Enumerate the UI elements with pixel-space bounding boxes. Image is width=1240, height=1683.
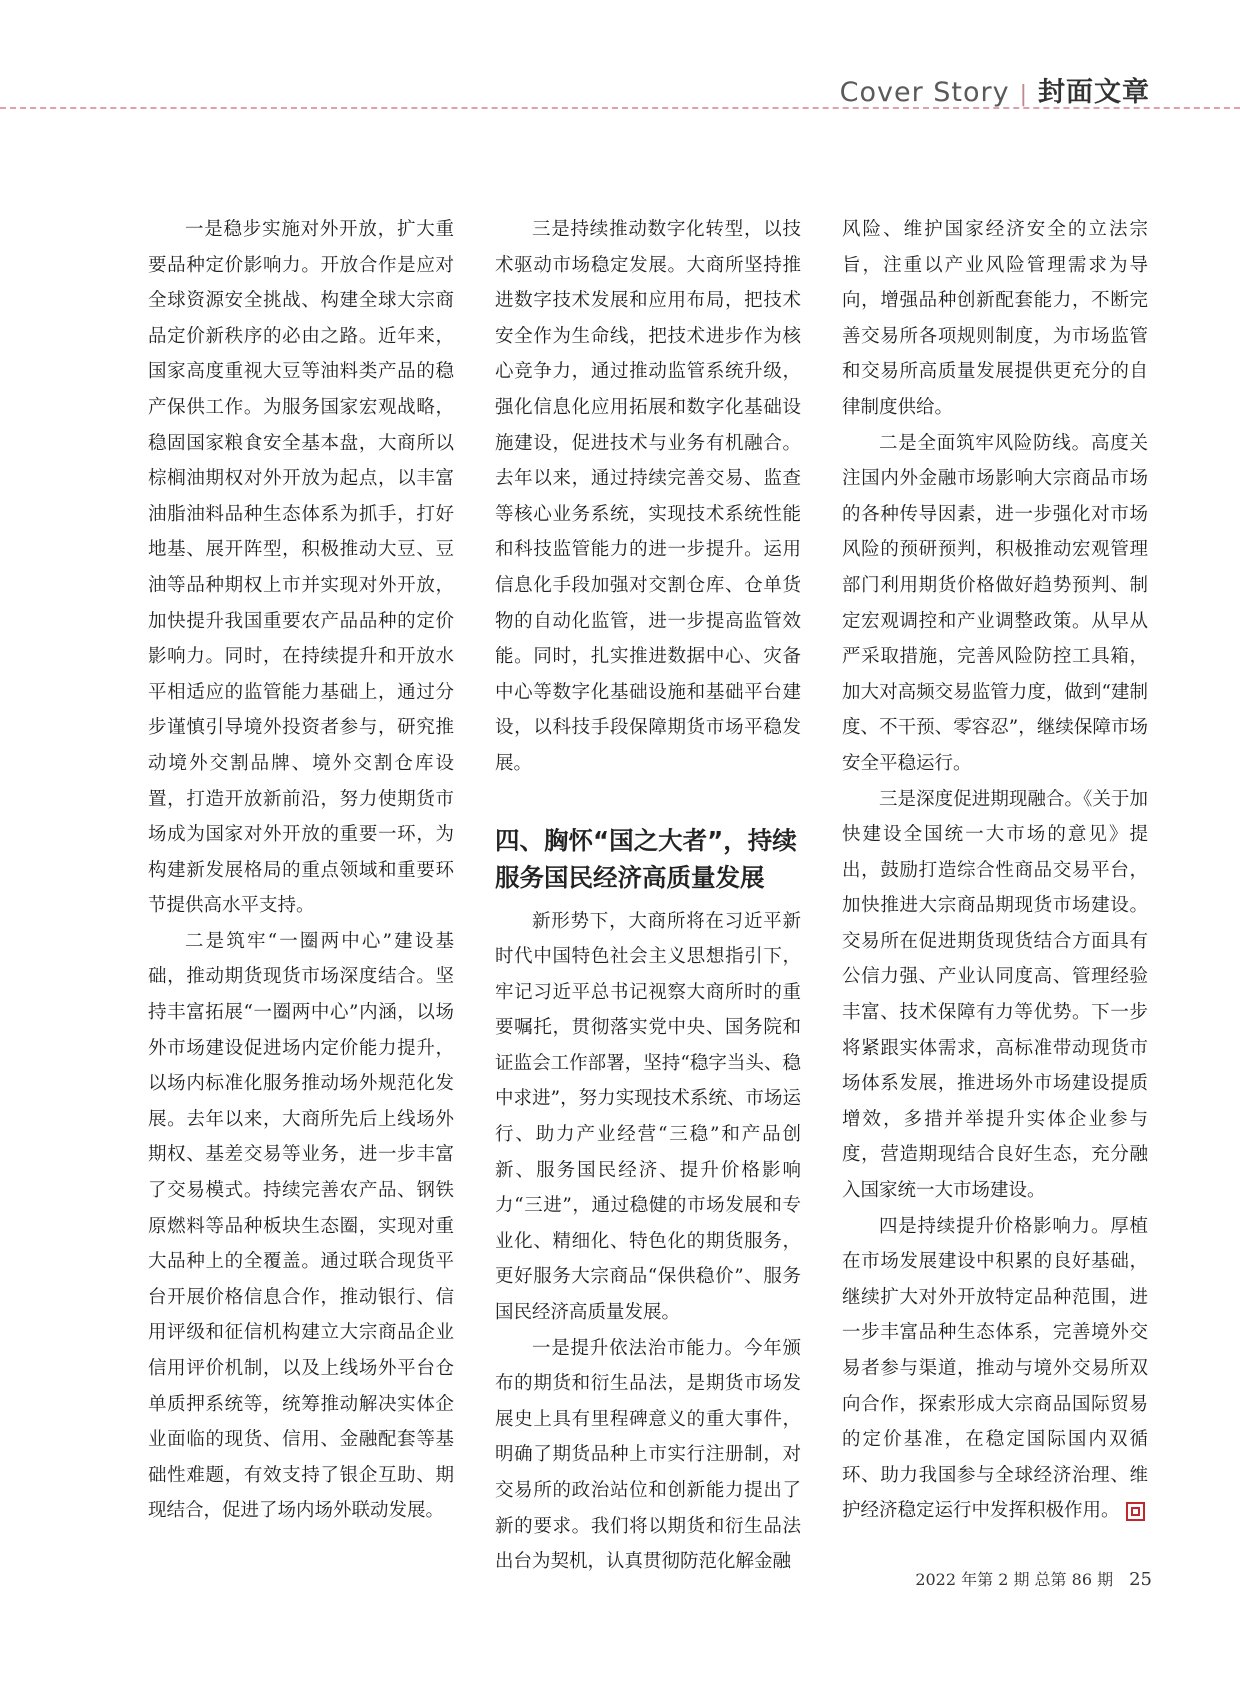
page-header	[0, 0, 1240, 108]
header-dashed-rule	[0, 107, 1240, 109]
section-heading: 四、胸怀“国之大者”，持续服务国民经济高质量发展	[495, 825, 797, 892]
paragraph: 二是全面筑牢风险防线。高度关注国内外金融市场影响大宗商品市场的各种传导因素，进一步强化对市场风险的预研预判，积极推动宏观管理部门利用期货价格做好趋势预判、制定宏观调控和产业调整政策。从早从严采取措施，完善风险防控工具箱，加大对高频交易监管力度，做到“建制度、不干预、零容忍”，继续保障市场安全平稳运行。	[842, 432, 1148, 774]
paragraph: 一是稳步实施对外开放，扩大重要品种定价影响力。开放合作是应对全球资源安全挑战、构建全球大宗商品定价新秩序的必由之路。近年来，国家高度重视大豆等油料类产品的稳产保供工作。为服务国家宏观战略，稳固国家粮食安全基本盘，大商所以棕榈油期权对外开放为起点，以丰富油脂油料品种生态体系为抓手，打好地基、展开阵型，积极推动大豆、豆油等品种期权上市并实现对外开放，加快提升我国重要农产品品种的定价影响力。同时，在持续提升和开放水平相适应的监管能力基础上，通过分步谨慎引导境外投资者参与，研究推动境外交割品牌、境外交割仓库设置，打造开放新前沿，努力使期货市场成为国家对外开放的重要一环，为构建新发展格局的重点领域和重要环节提供高水平支持。	[148, 219, 454, 917]
paragraph-text: 四是持续提升价格影响力。厚植在市场发展建设中积累的良好基础，继续扩大对外开放特定品种范围，进一步丰富品种生态体系，完善境外交易者参与渠道，推动与境外交易所双向合作，探索形成大宗商品国际贸易的定价基准，在稳定国际国内双循环、助力我国参与全球经济治理、维护经济稳定运行中发挥积极作用。	[842, 1215, 1148, 1522]
page-number: 25	[1129, 1569, 1152, 1590]
paragraph: 一是提升依法治市能力。今年颁布的期货和衍生品法，是期货市场发展史上具有里程碑意义的重大事件，明确了期货品种上市实行注册制，对交易所的政治站位和创新能力提出了新的要求。我们将以期货和衍生品法出台为契机，认真贯彻防范化解金融	[495, 1337, 801, 1573]
paragraph: 三是深度促进期现融合。《关于加快建设全国统一大市场的意见》提出，鼓励打造综合性商品交易平台，加快推进大宗商品期现货市场建设。交易所在促进期货现货结合方面具有公信力强、产业认同度高、管理经验丰富、技术保障有力等优势。下一步将紧跟实体需求，高标准带动现货市场体系发展，推进场外市场建设提质增效，多措并举提升实体企业参与度，营造期现结合良好生态，充分融入国家统一大市场建设。	[842, 788, 1148, 1202]
page-footer	[915, 1567, 1152, 1590]
paragraph-last	[842, 1209, 1148, 1529]
header-title-cn: 封面文章	[1038, 77, 1150, 108]
issue-info: 2022 年第 2 期 总第 86 期	[915, 1570, 1114, 1589]
text-column-3	[842, 212, 1148, 1529]
paragraph: 三是持续推动数字化转型，以技术驱动市场稳定发展。大商所坚持推进数字技术发展和应用布局，把技术安全作为生命线，把技术进步作为核心竞争力，通过推动监管系统升级，强化信息化应用拓展和数字化基础设施建设，促进技术与业务有机融合。去年以来，通过持续完善交易、监查等核心业务系统，实现技术系统性能和科技监管能力的进一步提升。运用信息化手段加强对交割仓库、仓单货物的自动化监管，进一步提高监管效能。同时，扎实推进数据中心、灾备中心等数字化基础设施和基础平台建设，以科技手段保障期货市场平稳发展。	[495, 219, 801, 774]
header-separator: |	[1019, 82, 1028, 107]
paragraph-continued: 风险、维护国家经济安全的立法宗旨，注重以产业风险管理需求为导向，增强品种创新配套能力，不断完善交易所各项规则制度，为市场监管和交易所高质量发展提供更充分的自律制度供给。	[842, 219, 1148, 418]
header-title-en: Cover Story	[839, 77, 1010, 108]
paragraph: 二是筑牢“一圈两中心”建设基础，推动期货现货市场深度结合。坚持丰富拓展“一圈两中心”内涵，以场外市场建设促进场内定价能力提升，以场内标准化服务推动场外规范化发展。去年以来，大商所先后上线场外期权、基差交易等业务，进一步丰富了交易模式。持续完善农产品、钢铁原燃料等品种板块生态圈，实现对重大品种上的全覆盖。通过联合现货平台开展价格信息合作，推动银行、信用评级和征信机构建立大宗商品企业信用评价机制，以及上线场外平台仓单质押系统等，统筹推动解决实体企业面临的现货、信用、金融配套等基础性难题，有效支持了银企互助、期现结合，促进了场内场外联动发展。	[148, 930, 454, 1522]
end-of-article-icon	[1126, 1502, 1145, 1521]
text-column-1	[148, 212, 454, 1529]
running-header	[840, 70, 1150, 109]
text-column-2	[495, 212, 801, 1580]
paragraph: 新形势下，大商所将在习近平新时代中国特色社会主义思想指引下，牢记习近平总书记视察大商所时的重要嘱托，贯彻落实党中央、国务院和证监会工作部署，坚持“稳字当头、稳中求进”，努力实现技术系统、市场运行、助力产业经营“三稳”和产品创新、服务国民经济、提升价格影响力“三进”，通过稳健的市场发展和专业化、精细化、特色化的期货服务，更好服务大宗商品“保供稳价”、服务国民经济高质量发展。	[495, 910, 801, 1324]
